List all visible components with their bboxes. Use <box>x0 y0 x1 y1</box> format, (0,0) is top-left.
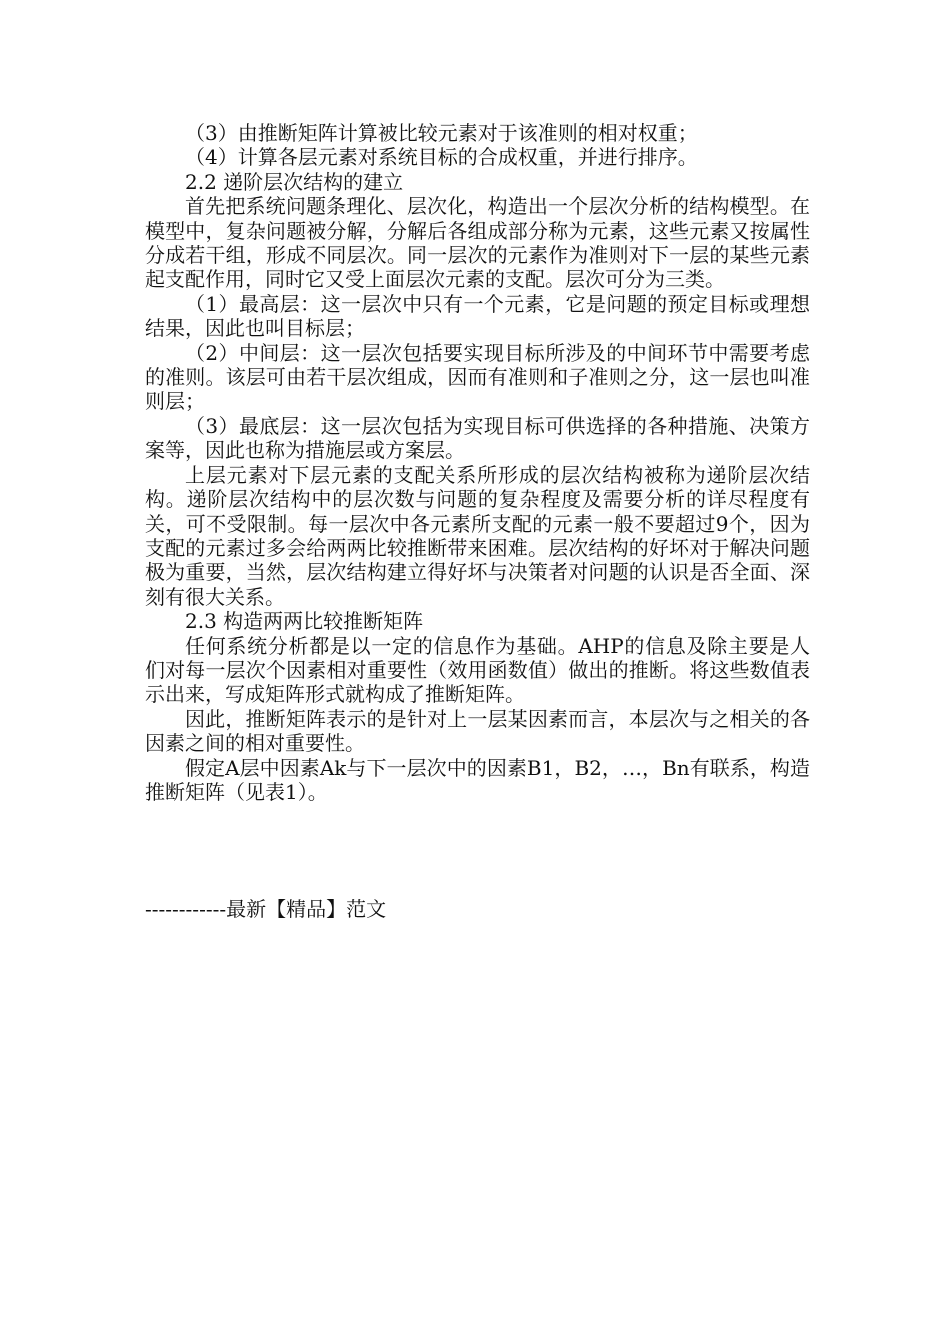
paragraph-hierarchy-model: 首先把系统问题条理化、层次化，构造出一个层次分析的结构模型。在模型中，复杂问题被分解，分解后各组成部分称为元素，这些元素又按属性分成若干组，形成不同层次。同一层次的元素作为准则对下一层的某些元素起支配作用，同时它又受上面层次元素的支配。层次可分为三类。 <box>145 194 810 292</box>
paragraph-bottom-layer: （3）最底层：这一层次包括为实现目标可供选择的各种措施、决策方案等，因此也称为措施层或方案层。 <box>145 413 810 463</box>
paragraph-step-4: （4）计算各层元素对系统目标的合成权重，并进行排序。 <box>185 145 698 170</box>
section-heading-2-3: 2.3 构造两两比较推断矩阵 <box>185 609 424 634</box>
paragraph-hierarchy-structure: 上层元素对下层元素的支配关系所形成的层次结构被称为递阶层次结构。递阶层次结构中的层次数与问题的复杂程度及需要分析的详尽程度有关，可不受限制。每一层次中各元素所支配的元素一般不要超过9个，因为支配的元素过多会给两两比较推断带来困难。层次结构的好坏对于解决问题极为重要，当然，层次结构建立得好坏与决策者对问题的认识是否全面、深刻有很大关系。 <box>145 462 810 609</box>
footer-note: ------------最新【精品】范文 <box>145 897 387 921</box>
paragraph-top-layer: （1）最高层：这一层次中只有一个元素，它是问题的预定目标或理想结果，因此也叫目标层； <box>145 291 810 341</box>
document-body <box>145 121 810 804</box>
paragraph-step-3: （3）由推断矩阵计算被比较元素对于该准则的相对权重； <box>185 121 698 145</box>
paragraph-information-basis: 任何系统分析都是以一定的信息作为基础。AHP的信息及除主要是人们对每一层次个因素相对重要性（效用函数值）做出的推断。将这些数值表示出来，写成矩阵形式就构成了推断矩阵。 <box>145 633 810 707</box>
paragraph-middle-layer: （2）中间层：这一层次包括要实现目标所涉及的中间环节中需要考虑的准则。该层可由若干层次组成，因而有准则和子准则之分，这一层也叫准则层； <box>145 340 810 414</box>
section-heading-2-2: 2.2 递阶层次结构的建立 <box>185 169 404 194</box>
paragraph-matrix-construction: 假定A层中因素Ak与下一层次中的因素B1，B2，…，Bn有联系，构造推断矩阵（见表1）。 <box>145 755 810 804</box>
paragraph-matrix-meaning: 因此，推断矩阵表示的是针对上一层某因素而言，本层次与之相关的各因素之间的相对重要性。 <box>145 706 810 756</box>
